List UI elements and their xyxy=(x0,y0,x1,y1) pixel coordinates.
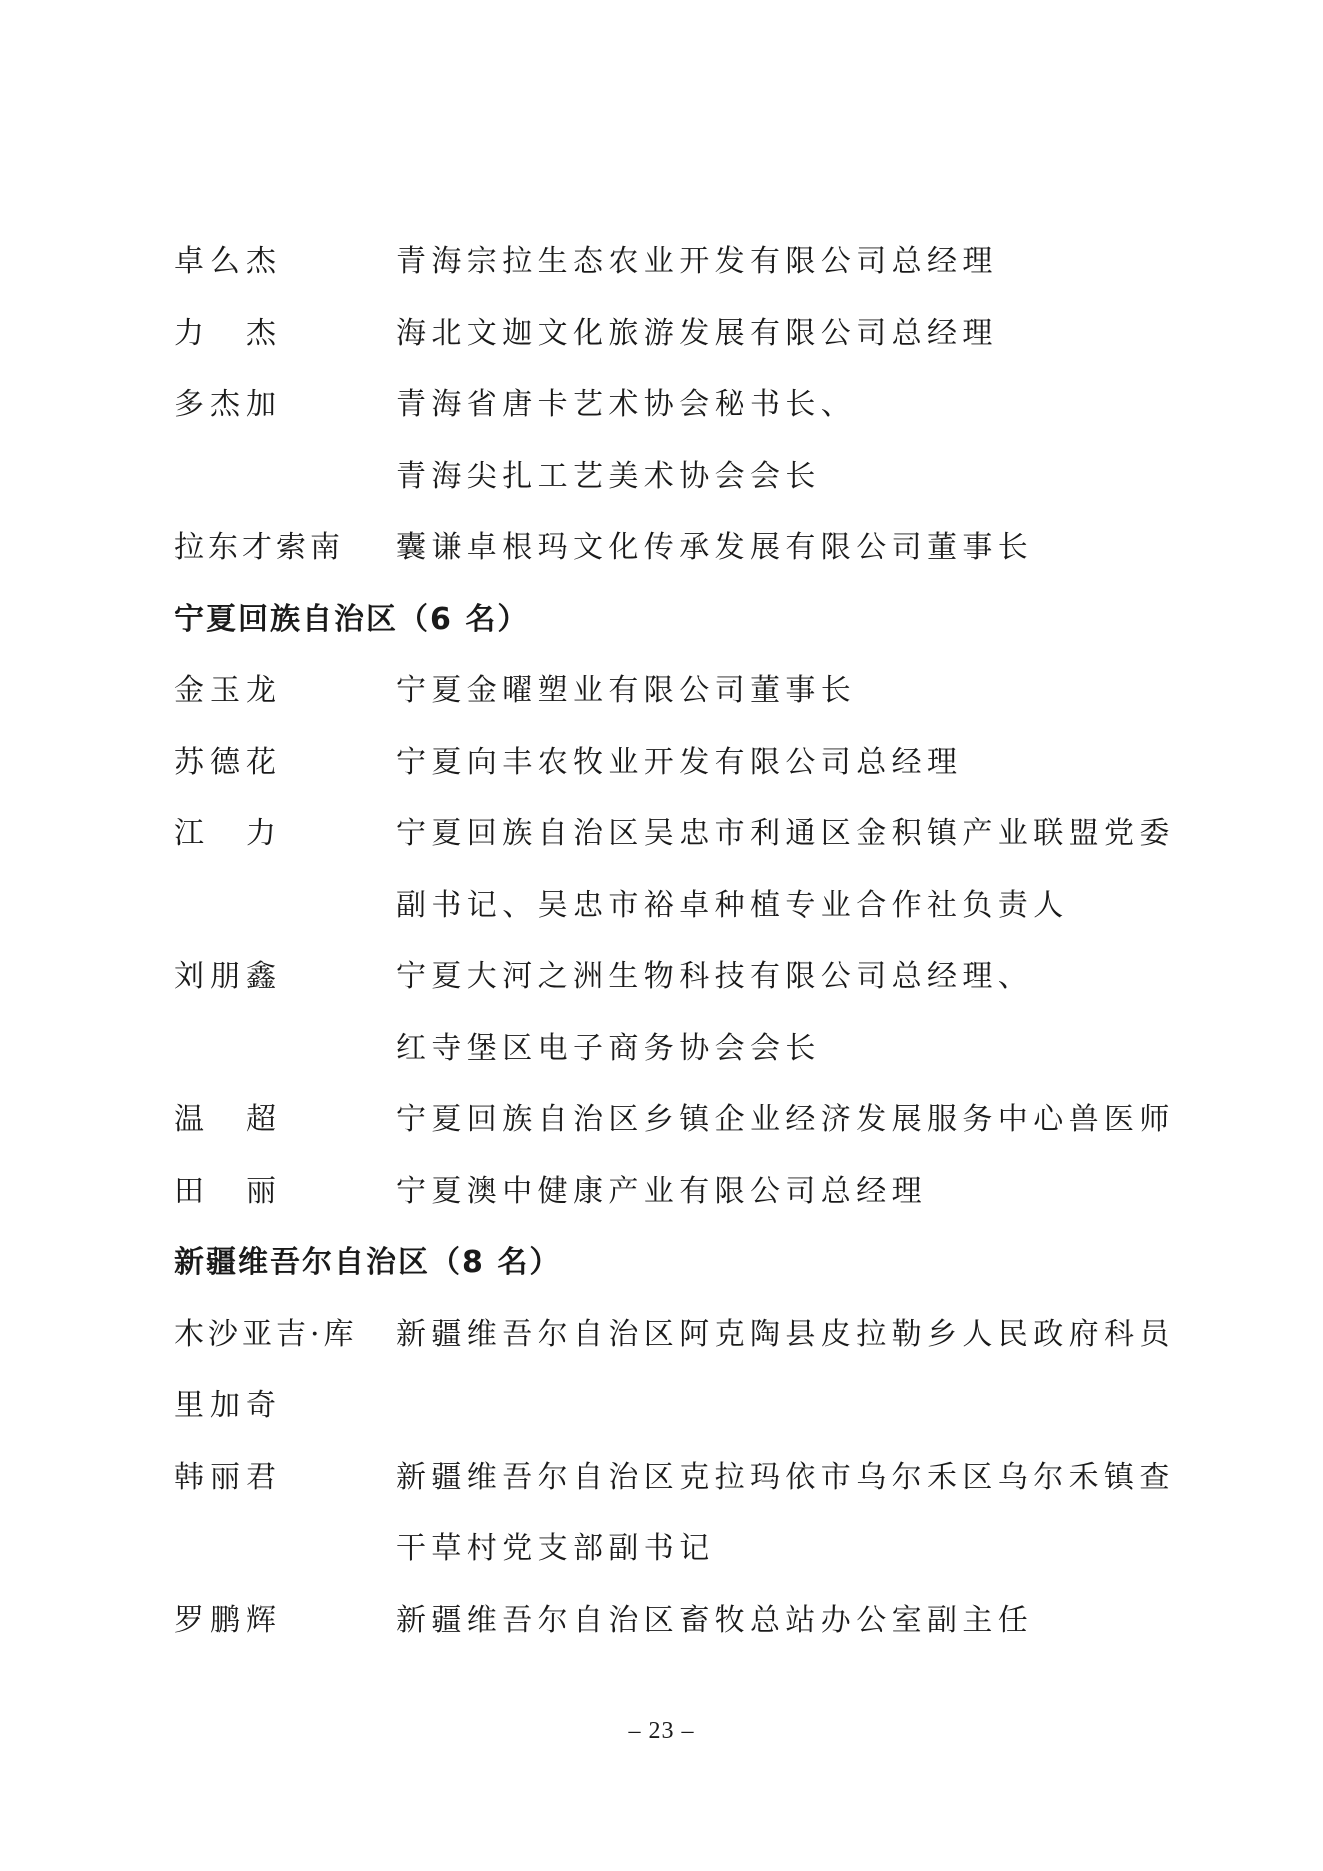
person-title xyxy=(396,798,1175,941)
title-line: 宁夏金曜塑业有限公司董事长 xyxy=(396,673,857,708)
person-title xyxy=(396,1442,1175,1585)
list-item xyxy=(174,1084,1175,1156)
title-line: 新疆维吾尔自治区克拉玛依市乌尔禾区乌尔禾镇查 xyxy=(396,1459,1175,1495)
person-title xyxy=(396,727,1164,799)
list-item xyxy=(174,298,1164,370)
person-name: 江 力 xyxy=(174,816,282,851)
person-title xyxy=(396,226,1164,298)
title-line: 新疆维吾尔自治区阿克陶县皮拉勒乡人民政府科员 xyxy=(396,1316,1175,1352)
person-name: 温 超 xyxy=(174,1102,282,1137)
title-line: 副书记、吴忠市裕卓种植专业合作社负责人 xyxy=(396,887,1069,923)
person-title xyxy=(396,1585,1164,1657)
title-line: 干草村党支部副书记 xyxy=(396,1531,715,1566)
person-name: 金玉龙 xyxy=(174,673,282,708)
person-name: 田 丽 xyxy=(174,1173,282,1209)
title-line: 海北文迦文化旅游发展有限公司总经理 xyxy=(396,315,998,351)
list-item xyxy=(174,727,1164,799)
person-title xyxy=(396,655,1164,727)
person-name: 力 杰 xyxy=(174,315,282,351)
person-name: 苏德花 xyxy=(174,744,282,780)
person-name: 韩丽君 xyxy=(174,1459,282,1495)
person-title xyxy=(396,941,1164,1084)
person-name: 卓么杰 xyxy=(174,244,282,279)
title-line: 宁夏回族自治区乡镇企业经济发展服务中心兽医师 xyxy=(396,1102,1175,1137)
list-item xyxy=(174,1585,1164,1657)
title-line: 青海尖扎工艺美术协会会长 xyxy=(396,458,821,494)
list-item xyxy=(174,798,1175,941)
title-line: 宁夏向丰农牧业开发有限公司总经理 xyxy=(396,744,963,780)
person-title xyxy=(396,298,1164,370)
person-name: 罗鹏辉 xyxy=(174,1602,282,1638)
title-line: 宁夏澳中健康产业有限公司总经理 xyxy=(396,1173,927,1209)
title-line: 红寺堡区电子商务协会会长 xyxy=(396,1030,821,1066)
title-line: 囊谦卓根玛文化传承发展有限公司董事长 xyxy=(396,530,1034,565)
list-item-continued xyxy=(174,1370,1164,1442)
person-name: 拉东才索南 xyxy=(174,530,344,565)
list-item xyxy=(174,941,1164,1084)
person-title xyxy=(396,1156,1164,1228)
list-item xyxy=(174,1299,1175,1371)
list-item xyxy=(174,226,1164,298)
title-line: 青海宗拉生态农业开发有限公司总经理 xyxy=(396,244,998,279)
person-name: 刘朋鑫 xyxy=(174,959,282,994)
person-name: 木沙亚吉·库 xyxy=(174,1316,358,1352)
page-number: – 23 – xyxy=(628,1718,695,1744)
list-item xyxy=(174,512,1164,584)
list-item xyxy=(174,1156,1164,1228)
title-line: 新疆维吾尔自治区畜牧总站办公室副主任 xyxy=(396,1602,1034,1638)
person-title xyxy=(396,1299,1175,1371)
person-name: 多杰加 xyxy=(174,387,282,422)
person-title xyxy=(396,512,1164,584)
person-title xyxy=(396,369,1164,512)
list-item xyxy=(174,655,1164,727)
list-item xyxy=(174,369,1164,512)
section-heading-xinjiang: 新疆维吾尔自治区（8 名） xyxy=(174,1245,562,1280)
title-line: 宁夏大河之洲生物科技有限公司总经理、 xyxy=(396,959,1034,994)
title-line: 宁夏回族自治区吴忠市利通区金积镇产业联盟党委 xyxy=(396,816,1175,851)
person-name-continued: 里加奇 xyxy=(174,1388,282,1423)
section-heading-ningxia: 宁夏回族自治区（6 名） xyxy=(174,601,530,637)
person-title xyxy=(396,1084,1175,1156)
title-line: 青海省唐卡艺术协会秘书长、 xyxy=(396,387,857,422)
name-list xyxy=(174,226,1175,1656)
list-item xyxy=(174,1442,1175,1585)
